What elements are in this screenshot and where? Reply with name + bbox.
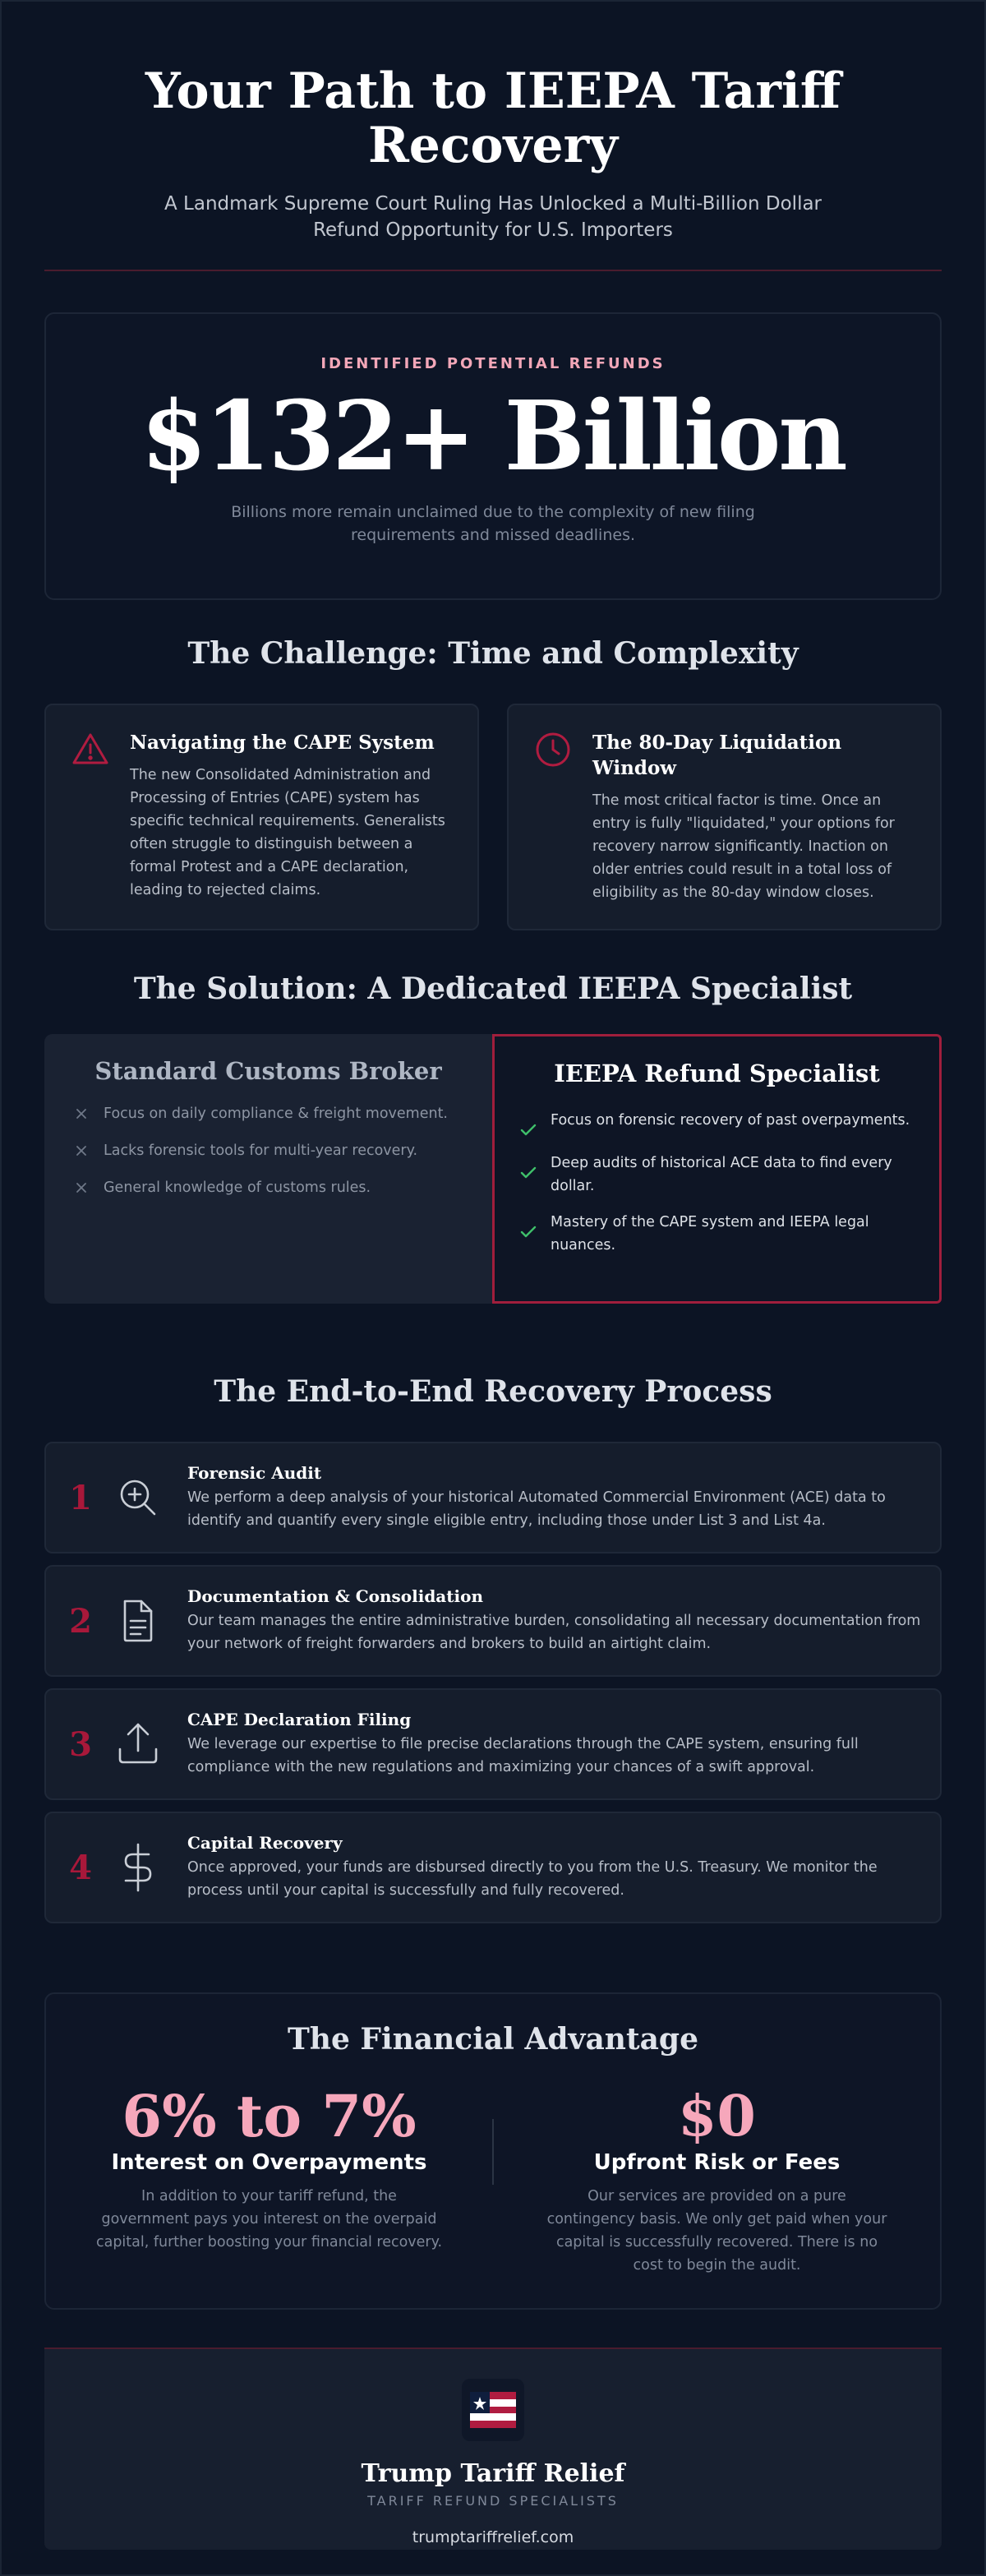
- list-item: [71, 1103, 466, 1124]
- step-title: Documentation & Consolidation: [187, 1586, 483, 1606]
- list-item: [71, 1177, 466, 1198]
- list-item: [519, 1109, 915, 1138]
- list-item: [519, 1152, 915, 1198]
- step-number: 2: [69, 1601, 92, 1641]
- x-icon: [72, 1177, 90, 1198]
- list-item: [71, 1140, 466, 1161]
- specialist-item-text: Deep audits of historical ACE data to find every dollar.: [551, 1155, 892, 1194]
- fees-text: Our services are provided on a pure contingency basis. We only get paid when your capital is successfully recovered. There is no cost to begin the audit.: [546, 2188, 887, 2274]
- step-number: 3: [69, 1724, 92, 1764]
- specialist-title: IEEPA Refund Specialist: [554, 1059, 880, 1087]
- challenge-cards: [44, 704, 942, 930]
- step-text: Our team manages the entire administrative burden, consolidating all necessary documentation from your network of freight forwarders and brokers to build an airtight claim.: [187, 1613, 921, 1652]
- magnify-plus-icon: [105, 1475, 171, 1521]
- interest-value: 6% to 7%: [122, 2082, 417, 2150]
- page-title: Your Path to IEEPA Tariff Recovery: [145, 62, 841, 174]
- x-icon: [72, 1140, 90, 1161]
- refund-hero-card: [44, 312, 942, 600]
- page-header: [2, 2, 984, 243]
- checkmark-icon: [519, 1122, 537, 1138]
- hero-note: Billions more remain unclaimed due to the complexity of new filing requirements and missed deadlines.: [231, 503, 755, 544]
- dollar-icon: [105, 1841, 171, 1894]
- step-text: We perform a deep analysis of your historical Automated Commercial Environment (ACE) data to identify and quantify every single eligible entry, including those under List 3 and List 4a.: [187, 1489, 886, 1529]
- process-steps: [44, 1442, 942, 1923]
- step-title: Capital Recovery: [187, 1833, 343, 1853]
- clock-icon: [533, 730, 574, 929]
- specialist-column: [492, 1034, 942, 1304]
- interest-label: Interest on Overpayments: [111, 2150, 427, 2175]
- header-divider: [44, 270, 942, 271]
- financial-advantage-card: [44, 1992, 942, 2310]
- process-step-recovery: [44, 1812, 942, 1923]
- page-subtitle: A Landmark Supreme Court Ruling Has Unlocked a Multi-Billion Dollar Refund Opportunity for U.S. Importers: [164, 193, 822, 241]
- upload-icon: [105, 1720, 171, 1769]
- challenge-card-liquidation: [507, 704, 942, 930]
- fees-column: [494, 2084, 940, 2277]
- challenge-card-title: Navigating the CAPE System: [130, 732, 435, 754]
- checkmark-icon: [519, 1224, 537, 1240]
- flag-logo-icon: [462, 2379, 524, 2441]
- step-text: Once approved, your funds are disbursed directly to you from the U.S. Treasury. We monitor the process until your capital is successfully and fully recovered.: [187, 1859, 878, 1899]
- hero-eyebrow: IDENTIFIED POTENTIAL REFUNDS: [320, 355, 666, 372]
- page-footer: [44, 2349, 942, 2550]
- broker-item-text: Focus on daily compliance & freight movement.: [104, 1106, 448, 1122]
- broker-column: [44, 1034, 492, 1304]
- process-title: The End-to-End Recovery Process: [214, 1374, 772, 1409]
- challenge-card-title: The 80-Day Liquidation Window: [592, 732, 842, 779]
- challenge-card-text: The most critical factor is time. Once an entry is fully "liquidated," your options for recovery narrow significantly. Inaction on older entries could result in a total loss of eligibility as the 80-day window closes.: [592, 792, 895, 901]
- broker-list: [71, 1103, 466, 1198]
- document-icon: [105, 1596, 171, 1646]
- specialist-item-text: Mastery of the CAPE system and IEEPA legal nuances.: [551, 1214, 869, 1253]
- hero-amount: $132+ Billion: [141, 381, 845, 492]
- broker-item-text: General knowledge of customs rules.: [104, 1180, 371, 1196]
- financial-title: The Financial Advantage: [288, 2022, 698, 2057]
- footer-brand: Trump Tariff Relief: [361, 2459, 625, 2488]
- list-item: [519, 1211, 915, 1257]
- footer-tagline: TARIFF REFUND SPECIALISTS: [367, 2493, 619, 2509]
- fees-label: Upfront Risk or Fees: [593, 2150, 841, 2175]
- broker-item-text: Lacks forensic tools for multi-year recovery.: [104, 1143, 418, 1159]
- x-icon: [72, 1103, 90, 1124]
- process-step-filing: [44, 1688, 942, 1800]
- broker-title: Standard Customs Broker: [94, 1057, 442, 1085]
- checkmark-icon: [519, 1165, 537, 1181]
- step-number: 1: [69, 1478, 92, 1517]
- challenge-title: The Challenge: Time and Complexity: [187, 636, 799, 671]
- step-number: 4: [69, 1848, 92, 1887]
- interest-text: In addition to your tariff refund, the government pays you interest on the overpaid capital, further boosting your financial recovery.: [95, 2188, 443, 2251]
- interest-column: [46, 2084, 492, 2254]
- challenge-card-cape: [44, 704, 479, 930]
- challenge-card-text: The new Consolidated Administration and Processing of Entries (CAPE) system has specific technical requirements. Generalists often struggle to distinguish between a formal Protest and a CAPE declaration, leading to rejected claims.: [130, 767, 445, 898]
- warning-triangle-icon: [71, 730, 112, 929]
- step-text: We leverage our expertise to file precise declarations through the CAPE system, ensuring full compliance with the new regulations and maximizing your chances of a swift approval.: [187, 1736, 859, 1775]
- footer-website-link[interactable]: trumptariffrelief.com: [412, 2528, 574, 2546]
- process-step-documentation: [44, 1565, 942, 1677]
- specialist-list: [519, 1109, 915, 1257]
- process-step-audit: [44, 1442, 942, 1553]
- step-title: CAPE Declaration Filing: [187, 1710, 412, 1729]
- solution-comparison: [44, 1034, 942, 1304]
- fees-value: $0: [678, 2084, 756, 2149]
- step-title: Forensic Audit: [187, 1463, 322, 1483]
- specialist-item-text: Focus on forensic recovery of past overpayments.: [551, 1112, 910, 1129]
- solution-title: The Solution: A Dedicated IEEPA Specialist: [133, 972, 853, 1006]
